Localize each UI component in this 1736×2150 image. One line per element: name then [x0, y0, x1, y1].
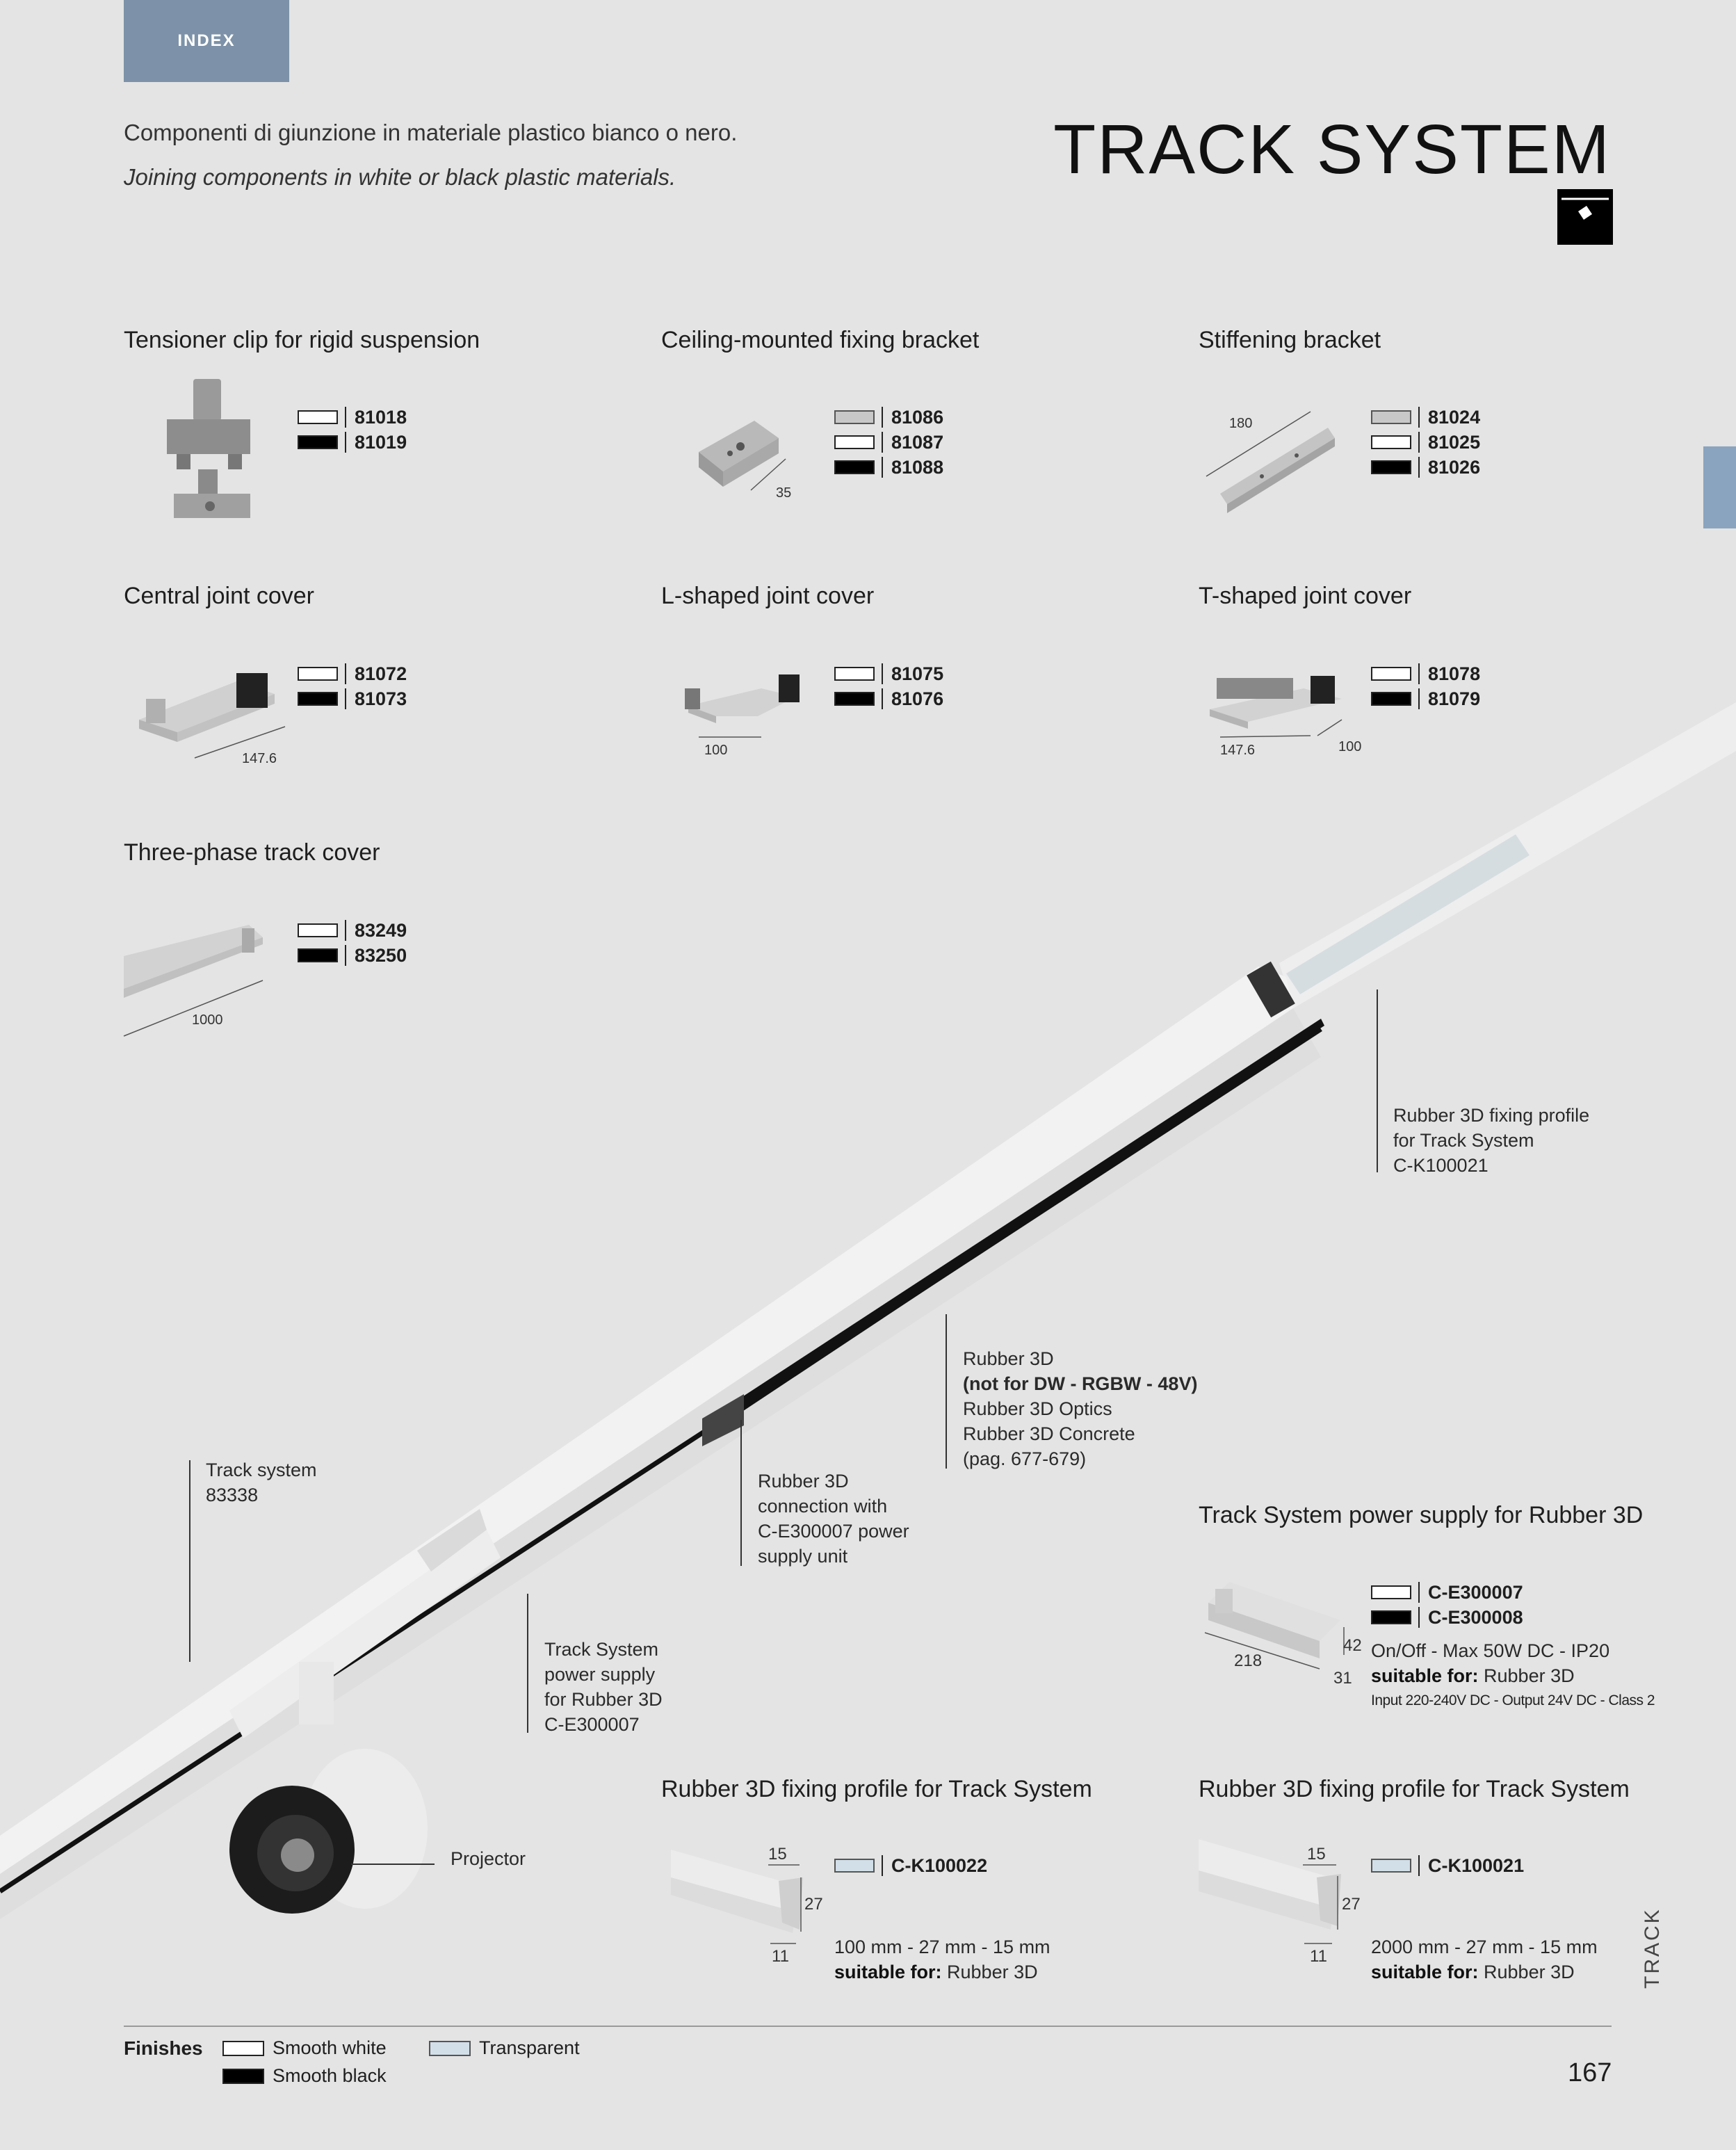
supply-callout — [544, 1637, 663, 1737]
tensioner-codes — [298, 405, 407, 455]
callout-line: for Track System — [1393, 1130, 1534, 1151]
callout-line: C-E300007 power — [758, 1521, 909, 1542]
l-shaped-joint-image — [685, 668, 817, 747]
index-tab[interactable]: INDEX — [124, 0, 289, 82]
profile2-size: 2000 mm - 27 mm - 15 mm — [1371, 1937, 1598, 1957]
profile1-dim-b: 27 — [804, 1895, 823, 1914]
finish-label: Smooth white — [273, 2037, 387, 2058]
code: 81025 — [1428, 431, 1481, 453]
stiffening-title: Stiffening bracket — [1199, 327, 1381, 353]
code: 83250 — [355, 944, 407, 966]
power-dim-width: 31 — [1333, 1669, 1352, 1688]
callout-line: Track system — [206, 1460, 317, 1480]
intro-italian: Componenti di giunzione in materiale plastico bianco o nero. — [124, 120, 738, 145]
profile2-dim-b: 27 — [1342, 1895, 1361, 1914]
connection-callout — [758, 1469, 909, 1569]
tshaped-codes — [1371, 661, 1480, 711]
code: 83249 — [355, 919, 407, 941]
profile2-spec — [1371, 1934, 1598, 1985]
tshaped-dim-length: 147.6 — [1220, 743, 1256, 758]
callout-line: Rubber 3D Concrete — [963, 1423, 1135, 1444]
profile2-codes — [1371, 1853, 1524, 1878]
projector-callout-line — [351, 1864, 435, 1865]
projector-callout: Projector — [451, 1848, 526, 1869]
code: 81072 — [355, 663, 407, 684]
profile2-title: Rubber 3D fixing profile for Track System — [1199, 1776, 1630, 1802]
code: 81019 — [355, 431, 407, 453]
profile1-suitable — [834, 1959, 1050, 1985]
black-swatch — [222, 2069, 264, 2084]
code: 81079 — [1428, 688, 1481, 709]
code: 81086 — [891, 406, 944, 428]
code: C-K100022 — [891, 1854, 988, 1876]
stiffening-codes — [1371, 405, 1480, 480]
power-spec-line: On/Off - Max 50W DC - IP20 — [1371, 1640, 1610, 1661]
callout-line: C-K100021 — [1393, 1155, 1488, 1176]
power-suitable — [1371, 1663, 1655, 1688]
finishes-label: Finishes — [124, 2037, 203, 2059]
central-title: Central joint cover — [124, 583, 315, 609]
profile-callout-line — [1377, 989, 1378, 1172]
power-codes — [1371, 1580, 1523, 1630]
power-input: Input 220-240V DC - Output 24V DC - Class 2 — [1371, 1692, 1655, 1708]
connection-callout-line — [740, 1420, 742, 1566]
section-side-tab[interactable] — [1703, 446, 1736, 528]
ceiling-title: Ceiling-mounted fixing bracket — [661, 327, 980, 353]
code: 81078 — [1428, 663, 1481, 684]
code: 81075 — [891, 663, 944, 684]
callout-line: Rubber 3D — [758, 1471, 849, 1492]
lshaped-codes — [834, 661, 943, 711]
finish-smooth-white — [222, 2037, 387, 2059]
footer-divider — [124, 2026, 1612, 2027]
suitable-value: Rubber 3D — [947, 1962, 1038, 1982]
page-number: 167 — [1568, 2058, 1612, 2087]
suitable-label: suitable for: — [1371, 1665, 1479, 1686]
threephase-title: Three-phase track cover — [124, 839, 380, 866]
finish-transparent — [429, 2037, 580, 2059]
track-callout-line — [189, 1460, 190, 1662]
suitable-label: suitable for: — [1371, 1962, 1479, 1982]
profile2-dim-c: 11 — [1310, 1947, 1327, 1966]
power-supply-image — [1201, 1578, 1354, 1683]
callout-line: Track System — [544, 1639, 659, 1660]
transparent-swatch — [429, 2041, 471, 2056]
profile2-suitable — [1371, 1959, 1598, 1985]
code: 81073 — [355, 688, 407, 709]
central-codes — [298, 661, 407, 711]
code: 81018 — [355, 406, 407, 428]
suitable-value: Rubber 3D — [1484, 1665, 1575, 1686]
code: 81076 — [891, 688, 944, 709]
callout-line: (pag. 677-679) — [963, 1448, 1087, 1469]
supply-callout-line — [527, 1594, 528, 1733]
profile1-title: Rubber 3D fixing profile for Track System — [661, 1776, 1092, 1802]
track-system-render — [0, 779, 1736, 1891]
track-system-icon — [1557, 189, 1613, 245]
callout-line: 83338 — [206, 1485, 259, 1505]
callout-line: Rubber 3D Optics — [963, 1398, 1112, 1419]
code: C-E300008 — [1428, 1606, 1523, 1628]
power-dim-length: 218 — [1234, 1651, 1263, 1670]
profile1-dim-a: 15 — [768, 1845, 787, 1864]
tshaped-title: T-shaped joint cover — [1199, 583, 1412, 609]
track-callout — [206, 1457, 317, 1508]
finish-smooth-black — [222, 2065, 387, 2087]
tshaped-dim-width: 100 — [1338, 739, 1362, 754]
code: 81087 — [891, 431, 944, 453]
central-joint-image — [132, 661, 292, 765]
white-swatch — [222, 2041, 264, 2056]
rubber-callout-line — [946, 1314, 947, 1469]
profile1-image — [667, 1836, 820, 1975]
profile1-spec — [834, 1934, 1050, 1985]
central-dim: 147.6 — [242, 751, 277, 766]
callout-line: supply unit — [758, 1546, 848, 1567]
power-title: Track System power supply for Rubber 3D — [1199, 1502, 1644, 1528]
callout-line: C-E300007 — [544, 1714, 640, 1735]
finish-label: Smooth black — [273, 2065, 387, 2086]
callout-line: (not for DW - RGBW - 48V) — [963, 1373, 1198, 1394]
profile1-dim-c: 11 — [772, 1947, 789, 1966]
tensioner-title: Tensioner clip for rigid suspension — [124, 327, 480, 353]
lshaped-dim: 100 — [704, 743, 728, 758]
power-spec — [1371, 1638, 1655, 1713]
t-shaped-joint-image — [1206, 668, 1359, 751]
profile1-codes — [834, 1853, 987, 1878]
tensioner-clip-image — [160, 379, 264, 528]
suitable-value: Rubber 3D — [1484, 1962, 1575, 1982]
stiffening-dim: 180 — [1229, 416, 1253, 431]
section-vertical-label: TRACK — [1641, 1907, 1664, 1989]
code: 81026 — [1428, 456, 1481, 478]
ceiling-codes — [834, 405, 943, 480]
code: C-E300007 — [1428, 1581, 1523, 1603]
rubber-callout — [963, 1346, 1197, 1471]
finish-label: Transparent — [479, 2037, 580, 2058]
suitable-label: suitable for: — [834, 1962, 942, 1982]
callout-line: connection with — [758, 1496, 888, 1517]
callout-line: Rubber 3D fixing profile — [1393, 1105, 1590, 1126]
profile1-size: 100 mm - 27 mm - 15 mm — [834, 1937, 1050, 1957]
threephase-dim: 1000 — [192, 1012, 223, 1028]
profile2-image — [1199, 1836, 1358, 1975]
profile-callout — [1393, 1103, 1589, 1178]
code: C-K100021 — [1428, 1854, 1525, 1876]
lshaped-title: L-shaped joint cover — [661, 583, 875, 609]
code: 81024 — [1428, 406, 1481, 428]
callout-line: power supply — [544, 1664, 656, 1685]
code: 81088 — [891, 456, 944, 478]
page-title: TRACK SYSTEM — [1053, 111, 1611, 188]
profile2-dim-a: 15 — [1307, 1845, 1326, 1864]
power-dim-height: 42 — [1343, 1636, 1362, 1655]
intro-english: Joining components in white or black plastic materials. — [124, 164, 676, 190]
ceiling-dim: 35 — [776, 485, 792, 501]
callout-line: for Rubber 3D — [544, 1689, 663, 1710]
stiffening-bracket-image — [1206, 389, 1338, 515]
callout-line: Rubber 3D — [963, 1348, 1054, 1369]
